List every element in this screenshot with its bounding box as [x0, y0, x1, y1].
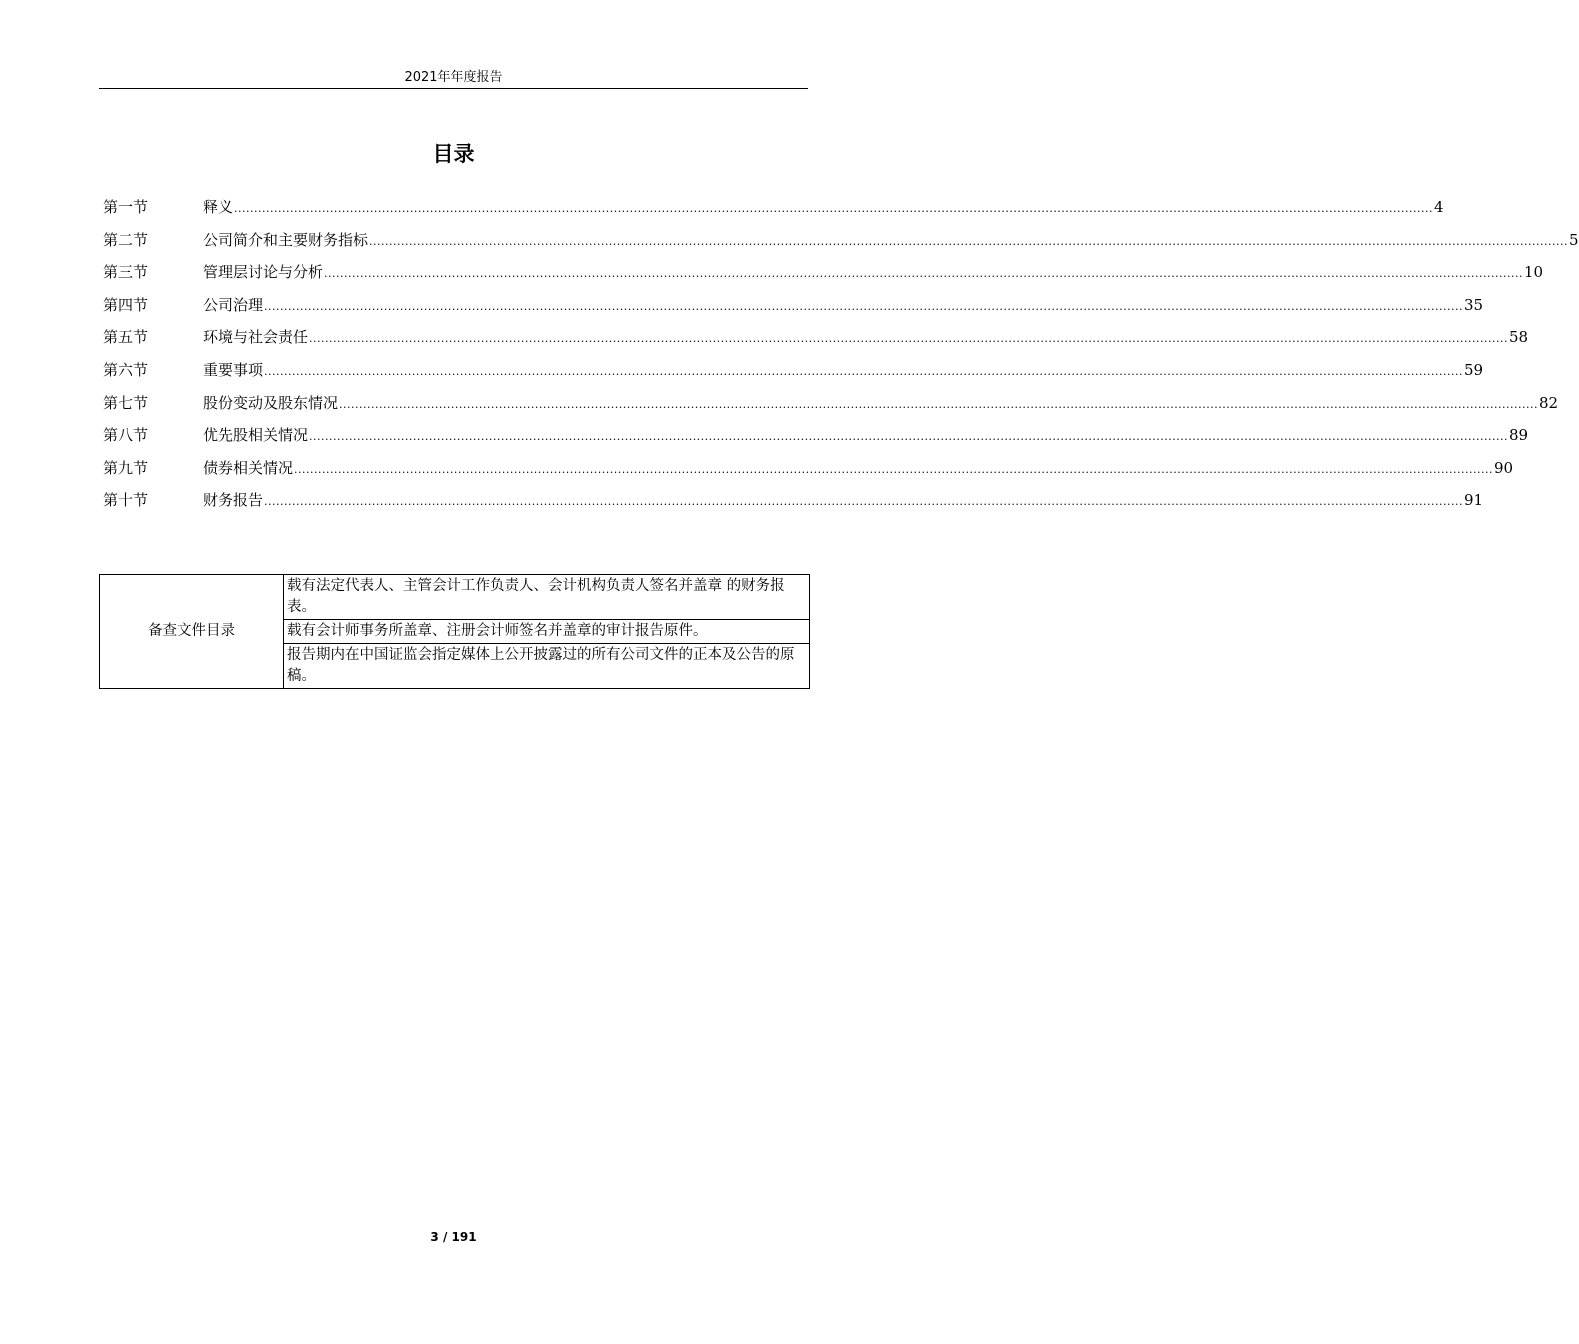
- toc-page-number: 91: [1464, 491, 1484, 510]
- toc-section-number: 第四节: [103, 295, 149, 314]
- toc-entry[interactable]: [103, 424, 1529, 457]
- toc-leader-dots: ............................................................................................................................................................................................................................................................................................................: [264, 364, 1463, 378]
- header-rule: [99, 88, 808, 89]
- toc-entry[interactable]: [103, 326, 1529, 359]
- toc-section-title: 财务报告: [203, 491, 264, 510]
- toc-leader-dots: ............................................................................................................................................................................................................................................................................................................: [324, 267, 1523, 281]
- toc-section-number: 第一节: [103, 198, 149, 216]
- reference-document-item: 报告期内在中国证监会指定媒体上公开披露过的所有公司文件的正本及公告的原稿。: [284, 644, 810, 689]
- toc-section-number: 第六节: [103, 360, 149, 379]
- toc-entry[interactable]: [103, 294, 1484, 327]
- toc-section-number: 第九节: [103, 458, 149, 477]
- toc-leader-dots: ............................................................................................................................................................................................................................................................................................................: [369, 234, 1568, 248]
- toc-section-number: 第七节: [103, 393, 149, 412]
- reference-documents-table: [99, 574, 810, 689]
- table-row: [100, 575, 810, 620]
- toc-section-title: 释义: [203, 198, 234, 216]
- toc-entry[interactable]: [103, 489, 1484, 522]
- toc-entry[interactable]: [103, 196, 1444, 229]
- toc-leader-dots: ............................................................................................................................................................................................................................................................................................................: [234, 202, 1433, 215]
- toc-page-number: 82: [1539, 393, 1559, 412]
- toc-section-title: 环境与社会责任: [203, 328, 309, 347]
- toc-page-number: 35: [1464, 295, 1484, 314]
- toc-page-number: 89: [1509, 426, 1529, 445]
- toc-leader-dots: ............................................................................................................................................................................................................................................................................................................: [294, 462, 1493, 476]
- toc-page-number: 5: [1569, 230, 1579, 249]
- toc-page-number: 4: [1434, 198, 1444, 216]
- toc-leader-dots: ............................................................................................................................................................................................................................................................................................................: [339, 397, 1538, 411]
- toc-entry[interactable]: [103, 392, 1559, 425]
- toc-entry[interactable]: [103, 359, 1484, 392]
- toc-section-number: 第三节: [103, 263, 149, 282]
- toc-section-number: 第五节: [103, 328, 149, 347]
- toc-section-title: 管理层讨论与分析: [203, 263, 324, 282]
- toc-section-title: 公司治理: [203, 295, 264, 314]
- toc-leader-dots: ............................................................................................................................................................................................................................................................................................................: [264, 299, 1463, 313]
- running-header: 2021年年度报告: [404, 70, 503, 85]
- toc-page-number: 59: [1464, 360, 1484, 379]
- toc-section-title: 优先股相关情况: [203, 426, 309, 445]
- reference-document-item: 载有会计师事务所盖章、注册会计师签名并盖章的审计报告原件。: [284, 620, 810, 644]
- toc-page-number: 90: [1494, 458, 1514, 477]
- toc-leader-dots: ............................................................................................................................................................................................................................................................................................................: [264, 495, 1463, 509]
- toc-section-number: 第八节: [103, 426, 149, 445]
- toc-entry[interactable]: [103, 457, 1514, 490]
- toc-entry[interactable]: [103, 229, 1579, 262]
- toc-section-number: 第二节: [103, 230, 149, 249]
- toc-section-number: 第十节: [103, 491, 149, 510]
- page-title: 目录: [432, 142, 475, 166]
- toc-entry[interactable]: [103, 261, 1544, 294]
- toc-leader-dots: ............................................................................................................................................................................................................................................................................................................: [309, 332, 1508, 346]
- reference-document-item: 载有法定代表人、主管会计工作负责人、会计机构负责人签名并盖章 的财务报表。: [284, 575, 810, 620]
- page-number-footer: 3 / 191: [430, 1230, 477, 1244]
- toc-page-number: 58: [1509, 328, 1529, 347]
- table-of-contents: [103, 196, 1579, 522]
- toc-section-title: 债券相关情况: [203, 458, 294, 477]
- toc-section-title: 公司简介和主要财务指标: [203, 230, 369, 249]
- toc-section-title: 重要事项: [203, 360, 264, 379]
- toc-page-number: 10: [1524, 263, 1544, 282]
- reference-documents-label: 备查文件目录: [100, 575, 284, 689]
- toc-leader-dots: ............................................................................................................................................................................................................................................................................................................: [309, 430, 1508, 444]
- toc-section-title: 股份变动及股东情况: [203, 393, 339, 412]
